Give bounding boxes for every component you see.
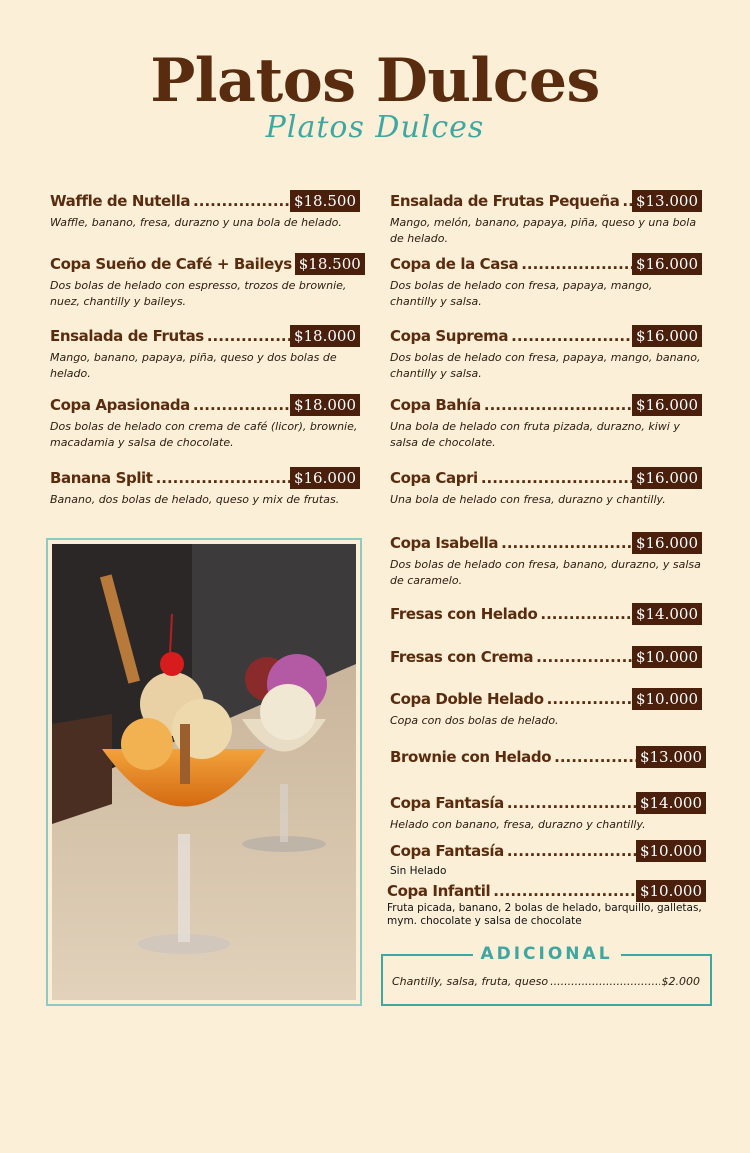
item-name: Fresas con Helado <box>390 605 538 623</box>
leader-dots <box>550 975 659 988</box>
leader-dots <box>540 605 632 623</box>
item-name: Fresas con Crema <box>390 648 534 666</box>
leader-dots <box>507 842 636 860</box>
item-price: $16.000 <box>632 467 702 489</box>
item-price: $16.000 <box>632 325 702 347</box>
item-description: Dos bolas de helado con espresso, trozos de brownie, nuez, chantilly y baileys. <box>50 279 347 308</box>
item-price: $14.000 <box>632 603 702 625</box>
item-price: $10.000 <box>632 688 702 710</box>
item-price: $16.000 <box>290 467 360 489</box>
item-description: Dos bolas de helado con crema de café (licor), brownie, macadamia y salsa de chocolate. <box>50 420 358 449</box>
item-price: $10.000 <box>636 840 706 862</box>
item-price: $18.500 <box>295 253 365 275</box>
menu-item <box>390 688 702 729</box>
item-price: $16.000 <box>632 394 702 416</box>
menu-item <box>390 190 702 247</box>
item-description: Waffle, banano, fresa, durazno y una bola de helado. <box>50 216 342 229</box>
item-name: Copa Fantasía <box>390 842 504 860</box>
item-description: Fruta picada, banano, 2 bolas de helado, barquillo, galletas, mym. chocolate y salsa de chocolate <box>387 902 702 927</box>
menu-item <box>390 603 702 625</box>
item-price: $10.000 <box>636 880 706 902</box>
leader-dots <box>193 396 290 414</box>
menu-item <box>390 394 702 451</box>
item-name: Copa de la Casa <box>390 255 519 273</box>
item-name: Copa Fantasía <box>390 794 504 812</box>
dessert-photo-frame <box>46 538 362 1006</box>
menu-item <box>50 253 360 310</box>
adicional-label: ADICIONAL <box>472 944 620 964</box>
item-description: Mango, banano, papaya, piña, queso y dos bolas de helado. <box>50 351 337 380</box>
leader-dots <box>507 794 636 812</box>
menu-item <box>387 880 706 928</box>
item-price: $13.000 <box>636 746 706 768</box>
item-name: Copa Sueño de Café + Baileys <box>50 255 292 273</box>
item-name: Copa Suprema <box>390 327 509 345</box>
item-description: Dos bolas de helado con fresa, papaya, mango, chantilly y salsa. <box>390 279 653 308</box>
menu-item <box>50 325 360 382</box>
item-description: Helado con banano, fresa, durazno y chantilly. <box>390 818 646 831</box>
item-name: Copa Bahía <box>390 396 481 414</box>
item-name: Copa Capri <box>390 469 478 487</box>
leader-dots <box>481 469 632 487</box>
ice-cream-sundae-photo <box>52 544 356 1000</box>
item-price: $13.000 <box>632 190 702 212</box>
leader-dots <box>156 469 290 487</box>
menu-item <box>390 325 702 382</box>
item-name: Copa Apasionada <box>50 396 190 414</box>
menu-item <box>390 840 706 878</box>
leader-dots <box>193 192 290 210</box>
item-name: Copa Infantil <box>387 882 491 900</box>
item-price: $18.000 <box>290 394 360 416</box>
item-name: Brownie con Helado <box>390 748 552 766</box>
menu-item <box>50 467 360 508</box>
page-subtitle: Platos Dulces <box>265 110 485 145</box>
item-price: $16.000 <box>632 253 702 275</box>
leader-dots <box>493 882 636 900</box>
item-name: Banana Split <box>50 469 153 487</box>
menu-item <box>390 253 702 310</box>
item-price: $16.000 <box>632 532 702 554</box>
menu-item <box>390 746 706 768</box>
leader-dots <box>207 327 290 345</box>
adicional-text: Chantilly, salsa, fruta, queso <box>392 975 549 988</box>
menu-item <box>390 646 702 668</box>
adicional-line <box>392 975 700 988</box>
item-price: $18.000 <box>290 325 360 347</box>
menu-item <box>390 792 706 833</box>
leader-dots <box>521 255 632 273</box>
item-description: Sin Helado <box>390 865 447 877</box>
menu-item <box>390 467 702 508</box>
menu-item <box>390 532 702 589</box>
leader-dots <box>622 192 632 210</box>
item-name: Ensalada de Frutas <box>50 327 204 345</box>
item-description: Dos bolas de helado con fresa, papaya, mango, banano, chantilly y salsa. <box>390 351 701 380</box>
leader-dots <box>554 748 636 766</box>
item-price: $10.000 <box>632 646 702 668</box>
item-price: $18.500 <box>290 190 360 212</box>
leader-dots <box>484 396 632 414</box>
item-description: Copa con dos bolas de helado. <box>390 714 559 727</box>
sundae-illustration <box>52 544 356 1000</box>
item-name: Copa Isabella <box>390 534 499 552</box>
page-title: Platos Dulces <box>150 46 600 116</box>
leader-dots <box>536 648 632 666</box>
menu-item <box>50 394 360 451</box>
item-name: Ensalada de Frutas Pequeña <box>390 192 620 210</box>
adicional-box <box>381 944 712 1006</box>
item-description: Dos bolas de helado con fresa, banano, durazno, y salsa de caramelo. <box>390 558 701 587</box>
item-description: Banano, dos bolas de helado, queso y mix de frutas. <box>50 493 340 506</box>
item-name: Copa Doble Helado <box>390 690 544 708</box>
item-name: Waffle de Nutella <box>50 192 191 210</box>
item-description: Una bola de helado con fruta pizada, durazno, kiwi y salsa de chocolate. <box>390 420 680 449</box>
item-description: Una bola de helado con fresa, durazno y chantilly. <box>390 493 666 506</box>
menu-item <box>50 190 360 231</box>
adicional-price: $2.000 <box>661 975 700 988</box>
leader-dots <box>547 690 632 708</box>
item-description: Mango, melón, banano, papaya, piña, queso y una bola de helado. <box>390 216 697 245</box>
item-price: $14.000 <box>636 792 706 814</box>
leader-dots <box>501 534 632 552</box>
leader-dots <box>511 327 632 345</box>
